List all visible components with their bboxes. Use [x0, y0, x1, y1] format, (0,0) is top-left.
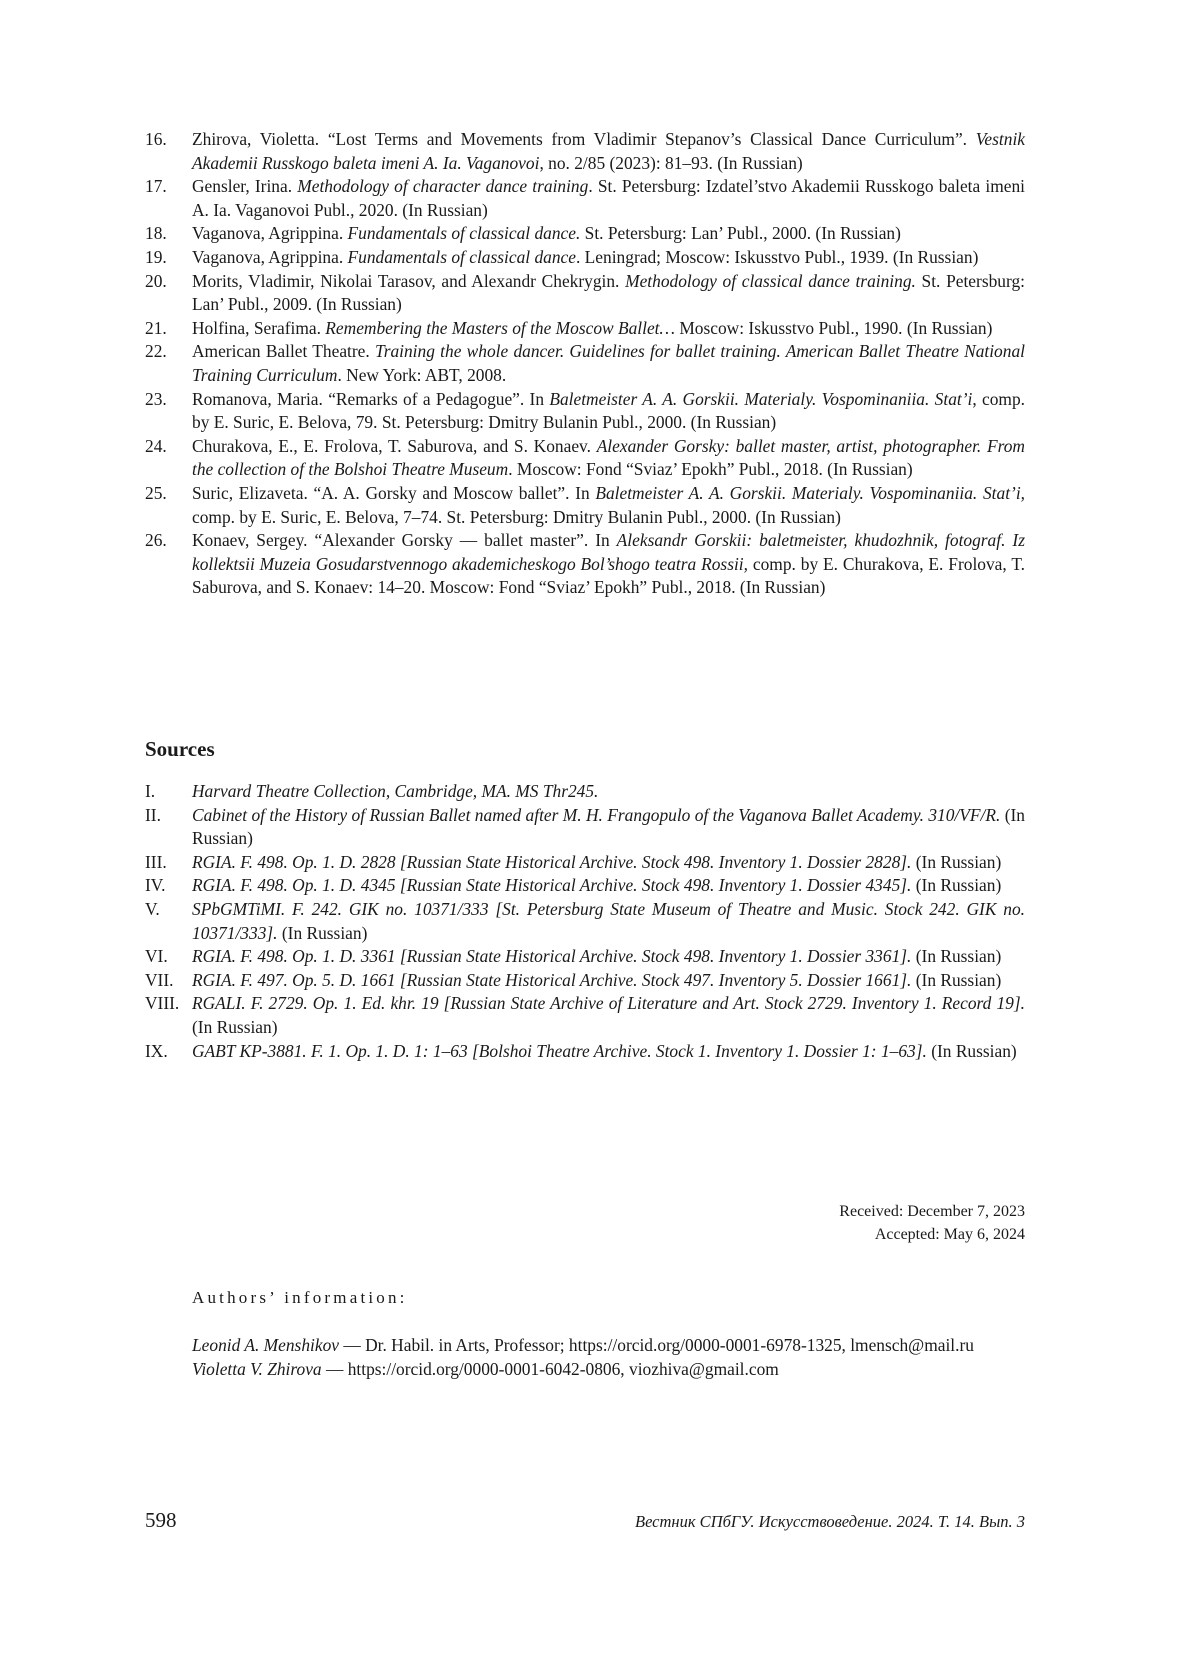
reference-item — [145, 482, 1025, 529]
source-item-title: Cabinet of the History of Russian Ballet named after M. H. Frangopulo of the Vaganova Ballet Academy. 310/VF/R. — [192, 804, 1001, 825]
source-item-number: I. — [145, 781, 156, 801]
reference-item-text: St. Petersburg: Lan’ Publ., 2009. (In Russian) — [192, 270, 1025, 315]
source-item-title: RGIA. F. 498. Op. 1. D. 2828 [Russian State Historical Archive. Stock 498. Inventory 1. Dossier 2828]. — [192, 851, 912, 872]
source-item — [145, 992, 1025, 1039]
author-name: Violetta V. Zhirova — [192, 1358, 322, 1379]
reference-item-text: Gensler, Irina. — [192, 176, 298, 197]
reference-item — [145, 175, 1025, 222]
source-item-number: VII. — [145, 969, 174, 990]
reference-item-text: Vaganova, Agrippina. — [192, 223, 348, 244]
reference-item — [145, 529, 1025, 600]
reference-item-number: 17. — [145, 176, 167, 197]
reference-item-number: 19. — [145, 246, 167, 267]
references-list — [145, 128, 1025, 600]
reference-item-text: Moscow: Iskusstvo Publ., 1990. (In Russian) — [674, 317, 993, 338]
reference-item — [145, 435, 1025, 482]
reference-item-title: Fundamentals of classical dance — [347, 246, 576, 267]
received-date: Received: December 7, 2023 — [839, 1203, 1025, 1220]
reference-item-text: Konaev, Sergey. “Alexander Gorsky — ballet master”. In — [192, 530, 617, 551]
reference-item-text: Suric, Elizaveta. “A. A. Gorsky and Moscow ballet”. In — [192, 482, 596, 503]
reference-item-title: Baletmeister A. A. Gorskii. Materialy. Vospominaniia. Stat’i — [549, 388, 973, 409]
source-item-number: VIII. — [145, 993, 180, 1014]
reference-item-title: Fundamentals of classical dance. — [347, 223, 581, 244]
source-item-text: (In Russian) — [911, 875, 1002, 896]
reference-item-text: Vaganova, Agrippina. — [192, 246, 348, 267]
reference-item-text: Churakova, E., E. Frolova, T. Saburova, and S. Konaev. — [192, 435, 597, 456]
author-name: Leonid A. Menshikov — [192, 1335, 339, 1355]
source-item-number: VI. — [145, 946, 168, 967]
reference-item-text: comp. by E. Suric, E. Belova, 7–74. St. Petersburg: Dmitry Bulanin Publ., 2000. (In Russian) — [192, 506, 841, 527]
reference-item-text: . New York: ABT, 2008. — [337, 364, 507, 385]
reference-item-number: 18. — [145, 223, 167, 244]
reference-item-title: Vestnik Akademii Russkogo baleta imeni A. Ia. Vaganovoi — [192, 129, 1025, 173]
source-item-title: RGIA. F. 498. Op. 1. D. 4345 [Russian State Historical Archive. Stock 498. Inventory 1. Dossier 4345]. — [192, 875, 912, 896]
reference-item-title: Alexander Gorsky: ballet master, artist, photographer. From the collection of the Bolshoi Theatre Museum — [192, 435, 1025, 480]
source-item-title: RGIA. F. 498. Op. 1. D. 3361 [Russian State Historical Archive. Stock 498. Inventory 1. Dossier 3361]. — [192, 946, 912, 967]
reference-item-text: . Moscow: Fond “Sviaz’ Epokh” Publ., 2018. (In Russian) — [508, 459, 913, 480]
author-entry — [192, 1358, 992, 1382]
reference-item-text: St. Petersburg: Lan’ Publ., 2000. (In Russian) — [580, 223, 901, 244]
reference-item-text: American Ballet Theatre. — [192, 341, 375, 362]
reference-item-title: Methodology of character dance training — [297, 176, 589, 197]
reference-item-number: 26. — [145, 530, 167, 551]
reference-item-number: 22. — [145, 341, 167, 362]
source-item — [145, 804, 1025, 851]
journal-running-footer: Вестник СПбГУ. Искусствоведение. 2024. Т. 14. Вып. 3 — [634, 1512, 1025, 1531]
reference-item-number: 24. — [145, 435, 167, 456]
source-item-number: IV. — [145, 875, 166, 896]
source-item-title: RGALI. F. 2729. Op. 1. Ed. khr. 19 [Russian State Archive of Literature and Art. Stock 2729. Inventory 1. Record 19]. — [192, 993, 1025, 1014]
reference-item-title: Aleksandr Gorskii: baletmeister, khudozhnik, fotograf. Iz kollektsii Muzeia Gosudarstvennogo akademicheskogo Bol’shogo teatra Rossii, — [192, 530, 1025, 574]
reference-item-text: Zhirova, Violetta. “Lost Terms and Movements from Vladimir Stepanov’s Classical Dance Curriculum”. — [192, 129, 976, 149]
authors-info — [192, 1334, 992, 1381]
source-item-number: V. — [145, 898, 160, 919]
reference-item-title: Remembering the Masters of the Moscow Ballet… — [325, 317, 675, 338]
reference-item-title: Baletmeister A. A. Gorskii. Materialy. Vospominaniia. Stat’i, — [595, 482, 1025, 503]
reference-item-text: Morits, Vladimir, Nikolai Tarasov, and Alexandr Chekrygin. — [192, 270, 626, 291]
reference-item-text: Holfina, Serafima. — [192, 317, 326, 338]
reference-item-text: . Leningrad; Moscow: Iskusstvo Publ., 1939. (In Russian) — [575, 246, 979, 267]
reference-item-text: Romanova, Maria. “Remarks of a Pedagogue”. In — [192, 388, 550, 409]
source-item-text: (In Russian) — [911, 851, 1002, 872]
author-details: — Dr. Habil. in Arts, Professor; https://orcid.org/0000-0001-6978-1325, lmensch@mail.ru — [339, 1335, 974, 1355]
reference-item — [145, 317, 1025, 341]
author-entry — [192, 1334, 992, 1358]
reference-item-text: comp. by E. Churakova, E. Frolova, T. Saburova, and S. Konaev: 14–20. Moscow: Fond “Sviaz’ Epokh” Publ., 2018. (In Russian) — [192, 553, 1025, 598]
source-item — [145, 898, 1025, 945]
reference-item — [145, 128, 1025, 175]
source-item-text: (In Russian) — [926, 1040, 1017, 1061]
source-item-text: (In Russian) — [911, 969, 1002, 990]
source-item — [145, 945, 1025, 969]
reference-item-text: . St. Petersburg: Izdatel’stvo Akademii Russkogo baleta imeni A. Ia. Vaganovoi Publ., 2020. (In Russian) — [192, 176, 1025, 220]
sources-list — [145, 780, 1025, 1063]
source-item-text: (In Russian) — [277, 922, 368, 943]
accepted-date: Accepted: May 6, 2024 — [874, 1226, 1025, 1243]
source-item — [145, 969, 1025, 993]
reference-item-title: Training the whole dancer. Guidelines for ballet training. American Ballet Theatre National Training Curriculum — [192, 341, 1025, 385]
source-item-title: GABT KP-3881. F. 1. Op. 1. D. 1: 1–63 [Bolshoi Theatre Archive. Stock 1. Inventory 1. Dossier 1: 1–63]. — [192, 1040, 927, 1061]
source-item-title: SPbGMTiMI. F. 242. GIK no. 10371/333 [St. Petersburg State Museum of Theatre and Music. Stock 242. GIK no. 10371/333]. — [192, 898, 1025, 943]
reference-item-number: 16. — [145, 129, 167, 149]
page-number: 598 — [145, 1508, 177, 1532]
source-item-title: RGIA. F. 497. Op. 5. D. 1661 [Russian State Historical Archive. Stock 497. Inventory 5. Dossier 1661]. — [192, 969, 912, 990]
source-item-number: III. — [145, 851, 167, 872]
reference-item-text: , no. 2/85 (2023): 81–93. (In Russian) — [539, 152, 803, 173]
source-item — [145, 780, 1025, 804]
sources-heading: Sources — [145, 737, 215, 761]
reference-item-number: 21. — [145, 317, 167, 338]
reference-item-number: 23. — [145, 388, 167, 409]
reference-item-title: Methodology of classical dance training. — [625, 270, 916, 291]
reference-item — [145, 340, 1025, 387]
source-item — [145, 874, 1025, 898]
reference-item-text: , comp. by E. Suric, E. Belova, 79. St. Petersburg: Dmitry Bulanin Publ., 2000. (In Russian) — [192, 388, 1025, 433]
reference-item — [145, 388, 1025, 435]
source-item-number: IX. — [145, 1040, 168, 1061]
source-item-text: (In Russian) — [192, 1016, 278, 1037]
submission-dates — [839, 1200, 1025, 1246]
author-details: — https://orcid.org/0000-0001-6042-0806, viozhiva@gmail.com — [321, 1358, 779, 1379]
source-item-text: (In Russian) — [192, 804, 1025, 849]
source-item — [145, 851, 1025, 875]
reference-item — [145, 222, 1025, 246]
source-item-text: (In Russian) — [911, 946, 1002, 967]
source-item-title: Harvard Theatre Collection, Cambridge, MA. MS Thr245. — [192, 781, 599, 801]
source-item-number: II. — [145, 804, 161, 825]
reference-item-number: 25. — [145, 482, 167, 503]
reference-item — [145, 246, 1025, 270]
reference-item-number: 20. — [145, 270, 167, 291]
reference-item — [145, 270, 1025, 317]
source-item — [145, 1040, 1025, 1064]
authors-heading: Authors’ information: — [192, 1288, 408, 1307]
